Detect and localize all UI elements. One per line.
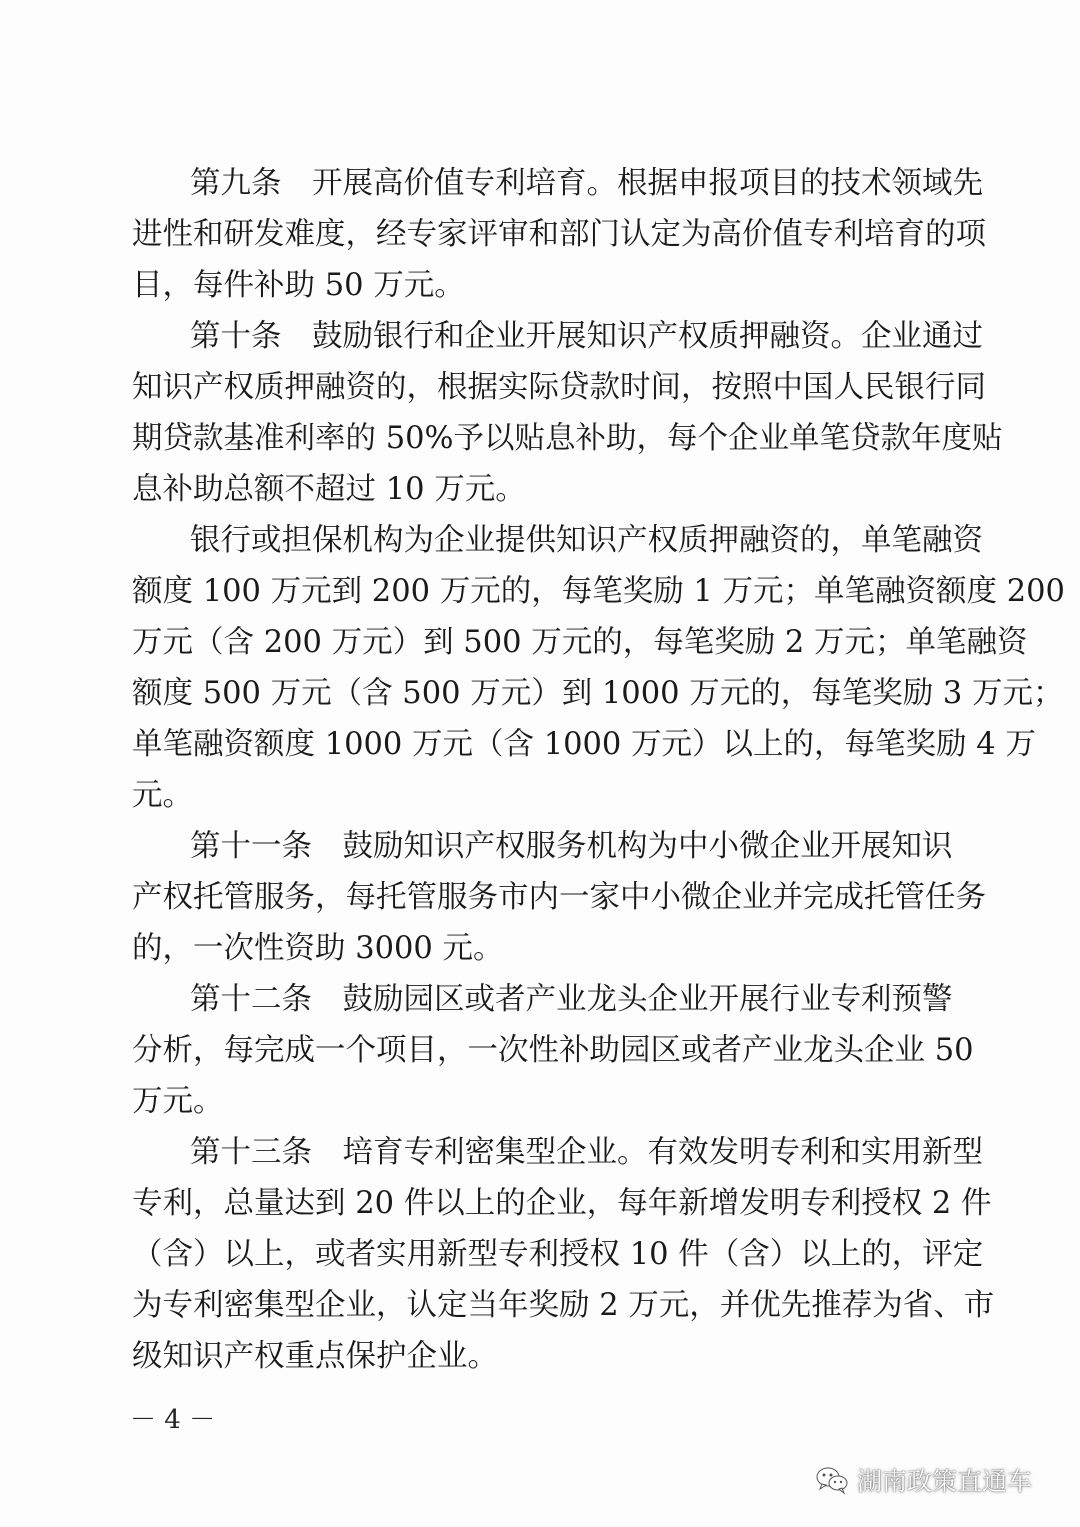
text-line: 级知识产权重点保护企业。 (132, 1339, 498, 1374)
text-line: 目，每件补助 50 万元。 (132, 268, 465, 303)
text-line: 专利，总量达到 20 件以上的企业，每年新增发明专利授权 2 件 (132, 1186, 992, 1221)
text-line: 第九条 开展高价值专利培育。根据申报项目的技术领域先 (190, 166, 983, 201)
text-line: 额度 500 万元（含 500 万元）到 1000 万元的，每笔奖励 3 万元； (132, 676, 1064, 711)
wechat-watermark (815, 1458, 1032, 1502)
text-line: 进性和研发难度，经专家评审和部门认定为高价值专利培育的项 (132, 217, 986, 252)
text-line: 为专利密集型企业，认定当年奖励 2 万元，并优先推荐为省、市 (132, 1288, 995, 1323)
text-line: 万元（含 200 万元）到 500 万元的，每笔奖励 2 万元；单笔融资 (132, 625, 1028, 660)
text-line: 息补助总额不超过 10 万元。 (132, 472, 526, 507)
text-line: （含）以上，或者实用新型专利授权 10 件（含）以上的，评定 (132, 1237, 984, 1272)
text-line: 的，一次性资助 3000 元。 (132, 931, 504, 966)
text-line: 知识产权质押融资的，根据实际贷款时间，按照中国人民银行同 (132, 370, 986, 405)
page-number: － 4 － (130, 1405, 216, 1435)
text-line: 期贷款基准利率的 50%予以贴息补助，每个企业单笔贷款年度贴 (132, 421, 1003, 456)
text-line: 第十条 鼓励银行和企业开展知识产权质押融资。企业通过 (190, 319, 983, 354)
wechat-icon (815, 1465, 849, 1495)
watermark-text: 湖南政策直通车 (857, 1467, 1033, 1496)
text-line: 分析，每完成一个项目，一次性补助园区或者产业龙头企业 50 (132, 1033, 974, 1068)
text-line: 元。 (132, 778, 193, 813)
text-line: 单笔融资额度 1000 万元（含 1000 万元）以上的，每笔奖励 4 万 (132, 727, 1036, 762)
text-line: 额度 100 万元到 200 万元的，每笔奖励 1 万元；单笔融资额度 200 (132, 574, 1065, 609)
text-line: 第十一条 鼓励知识产权服务机构为中小微企业开展知识 (190, 829, 953, 864)
text-line: 第十三条 培育专利密集型企业。有效发明专利和实用新型 (190, 1135, 983, 1170)
text-line: 第十二条 鼓励园区或者产业龙头企业开展行业专利预警 (190, 982, 953, 1017)
text-line: 产权托管服务，每托管服务市内一家中小微企业并完成托管任务 (132, 880, 986, 915)
text-line: 万元。 (132, 1084, 224, 1119)
text-line: 银行或担保机构为企业提供知识产权质押融资的，单笔融资 (190, 523, 983, 558)
